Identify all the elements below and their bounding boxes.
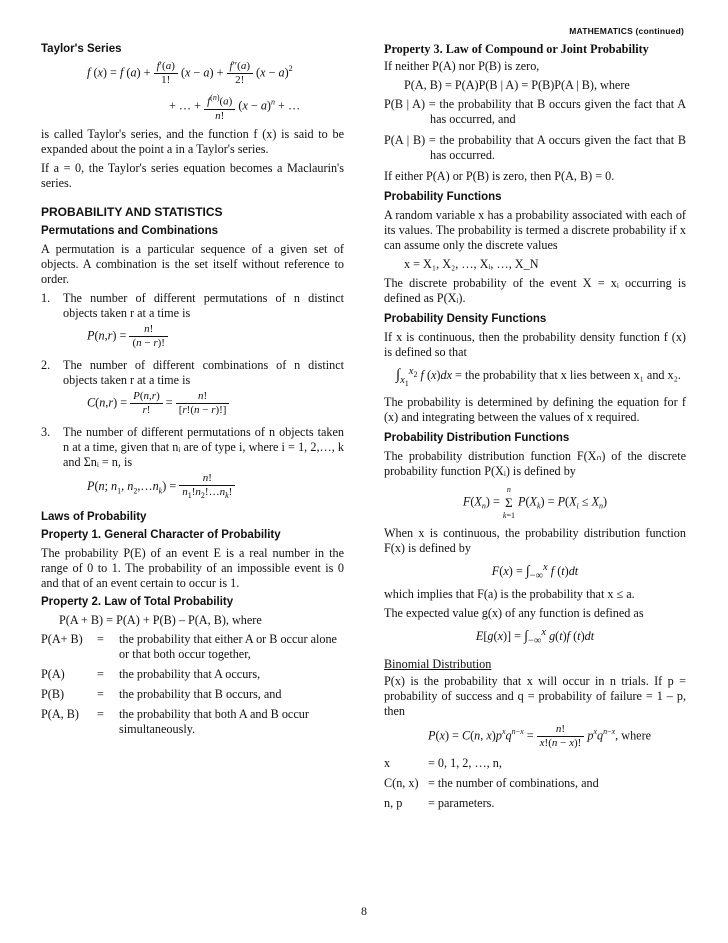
property3-paragraph2: If either P(A) or P(B) is zero, then P(A, B) = 0. bbox=[384, 169, 615, 183]
pdf-paragraph2: The probability is determined by defining the equation for f (x) and integrating between the values of x required. bbox=[384, 394, 686, 424]
distribution-paragraph2: When x is continuous, the probability distribution function F(x) is defined by bbox=[384, 525, 686, 555]
permutations-heading: Permutations and Combinations bbox=[41, 224, 218, 237]
definition-row: P(A) = the probability that A occurs, bbox=[41, 666, 261, 681]
taylor-series-heading: Taylor's Series bbox=[41, 43, 122, 55]
multinomial-formula: P(n; $n_1$, $n_2,\dots n_k$) = $\frac{n!}{n_1!n_2!\dots n_k!}$ bbox=[41, 472, 344, 502]
binomial-def-row: x = 0, 1, 2, …, n, bbox=[384, 755, 502, 770]
probability-statistics-heading: PROBABILITY AND STATISTICS bbox=[41, 204, 223, 219]
probability-functions-heading: Probability Functions bbox=[384, 191, 502, 203]
property3-equation: P(A, B) = P(A)P(B | A) = P(B)P(A | B), where bbox=[404, 78, 630, 92]
definition-row: P(B) = the probability that B occurs, and bbox=[41, 686, 282, 701]
probability-functions-paragraph: A random variable x has a probability associated with each of its values. The probability is termed a discrete probability if x can assume only the discrete values bbox=[384, 208, 686, 252]
definition-row: P(A, B) = the probability that both A and B occur simultaneously. bbox=[41, 706, 309, 736]
list-item: 3. The number of different permutations of n objects taken n at a time, given that nᵢ are of type i, where i = 1, 2,…, k and Σnᵢ = n, is bbox=[41, 424, 344, 469]
left-column bbox=[41, 42, 344, 742]
distribution-heading: Probability Distribution Functions bbox=[384, 431, 570, 444]
list-item: 2. The number of different combinations of n distinct objects taken r at a time is bbox=[41, 357, 344, 387]
running-header: MATHEMATICS (continued) bbox=[569, 26, 684, 36]
expected-value-paragraph: The expected value g(x) of any function is defined as bbox=[384, 606, 644, 621]
property3-def2: P(A | B) = the probability that A occurs given the fact that B has occurred. bbox=[384, 133, 686, 162]
property2-heading: Property 2. Law of Total Probability bbox=[41, 595, 234, 608]
distribution-paragraph: The probability distribution function F(Xₙ) of the discrete probability function P(Xᵢ) is defined by bbox=[384, 448, 686, 478]
property3-heading: Property 3. Law of Compound or Joint Probability bbox=[384, 42, 649, 56]
distribution-paragraph3: which implies that F(a) is the probability that x ≤ a. bbox=[384, 587, 635, 602]
permutation-formula: P(n,r) = $\frac{n!}{(n - r)!}$ bbox=[41, 323, 344, 350]
definition-row: P(A+ B) = the probability that either A or B occur alone or that both occur together, bbox=[41, 631, 337, 661]
binomial-def-row: n, p = parameters. bbox=[384, 795, 495, 810]
expected-value-formula: $E[g(x)] = \int_{-\infty}^x$ g(t)f (t)dt bbox=[475, 627, 595, 647]
right-column bbox=[384, 42, 686, 816]
taylor-paragraph: is called Taylor's series, and the function f (x) is said to be expanded about the point a in a Taylor's series. bbox=[41, 126, 344, 156]
continuous-distribution-formula: $F(x) = \int_{-\infty}^x$ f (t)dt bbox=[491, 561, 579, 582]
laws-heading: Laws of Probability bbox=[41, 510, 147, 523]
taylor-equation-line2: + … + $\frac{f^{(n)}(a)}{n!}$ $(x - a)^n$ + … bbox=[169, 93, 301, 122]
binomial-paragraph: P(x) is the probability that x will occur in n trials. If p = probability of success and q = probability of failure = 1 – p, then bbox=[384, 673, 686, 718]
binomial-heading: Binomial Distribution bbox=[384, 656, 492, 671]
property1-heading: Property 1. General Character of Probability bbox=[41, 528, 281, 541]
pdf-heading: Probability Density Functions bbox=[384, 313, 547, 325]
binomial-formula: P(x) = C(n, $x)p^xq^{n-x}$ = $\frac{n!}{x!(n - x)!}$ $p^xq^{n-x}$, where bbox=[428, 722, 652, 749]
list-item: 1. The number of different permutations of n distinct objects taken r at a time is bbox=[41, 290, 344, 320]
combination-formula: C(n,r) = $\frac{P(n,r)}{r!}$ = $\frac{n!}{[r!(n - r)!]}$ bbox=[41, 390, 344, 417]
property3-paragraph: If neither P(A) nor P(B) is zero, bbox=[384, 59, 540, 73]
binomial-def-row: C(n, x) = the number of combinations, and bbox=[384, 775, 599, 790]
permutations-paragraph: A permutation is a particular sequence of a given set of objects. A combination is the set itself without reference to order. bbox=[41, 241, 344, 286]
discrete-distribution-formula: $F(X_n)$ = n Σ k=1 $P(X_k) = P(X_i \le X_n)$ bbox=[462, 484, 608, 520]
discrete-probability-paragraph: The discrete probability of the event X = xᵢ occurring is defined as P(Xᵢ). bbox=[384, 276, 686, 305]
discrete-values-equation: x = X₁, X₂, …, Xᵢ, …, X_N bbox=[404, 257, 539, 271]
page-number: 8 bbox=[361, 904, 367, 918]
property3-def1: P(B | A) = the probability that B occurs given the fact that A has occurred, and bbox=[384, 97, 686, 126]
property2-equation: P(A + B) = P(A) + P(B) – P(A, B), where bbox=[59, 612, 262, 627]
pdf-paragraph: If x is continuous, then the probability density function f (x) is defined so that bbox=[384, 330, 686, 359]
property1-paragraph: The probability P(E) of an event E is a real number in the range of 0 to 1. The probability of an impossible event is 0 and that of an event certain to occur is 1. bbox=[41, 545, 344, 590]
pdf-equation: $\int_{x_1}^{x_2}$ f (x)dx = the probability that x lies between x₁ and x₂. bbox=[396, 366, 681, 388]
maclaurin-paragraph: If a = 0, the Taylor's series equation becomes a Maclaurin's series. bbox=[41, 160, 344, 190]
taylor-equation-line1: f (x) = f (a) + $\frac{f'(a)}{1!}$ (x − a) + $\frac{f''(a)}{2!}$ $(x - a)^2$ bbox=[87, 60, 293, 86]
